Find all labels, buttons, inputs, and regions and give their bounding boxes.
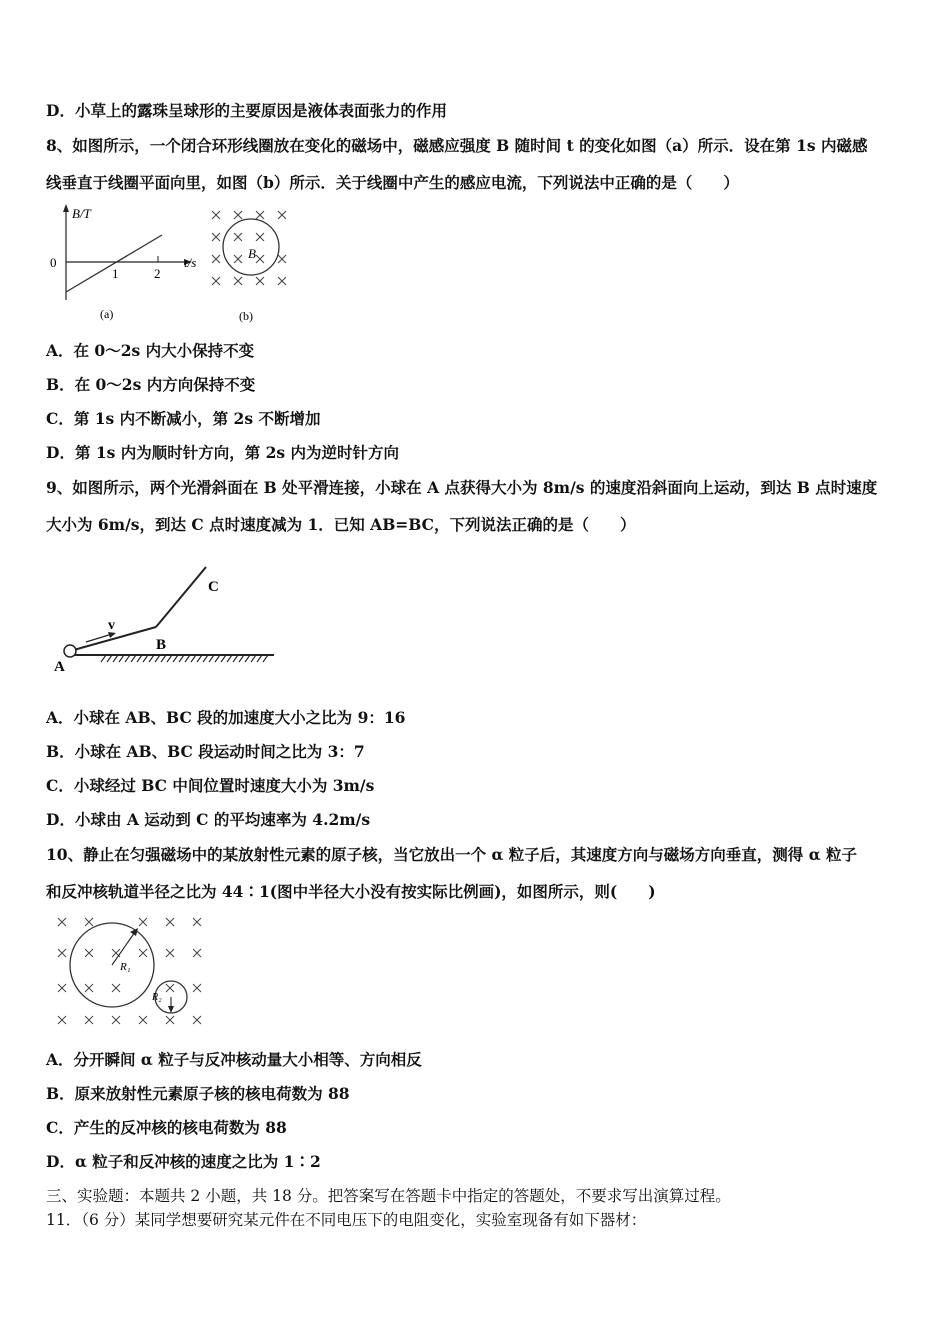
- ground-hatch: [215, 655, 220, 662]
- ground-hatch: [263, 655, 268, 662]
- q10-stem-line1: 10、静止在匀强磁场中的某放射性元素的原子核，当它放出一个 α 粒子后，其速度方向与磁场方向垂直，测得 α 粒子: [46, 845, 858, 864]
- ground-hatch: [173, 655, 178, 662]
- ground-hatch: [167, 655, 172, 662]
- q8-figure-b-coil: [206, 205, 306, 325]
- ground-hatch: [101, 655, 106, 662]
- q7-option-d: D．小草上的露珠呈球形的主要原因是液体表面张力的作用: [46, 101, 447, 120]
- q9-label-v: v: [108, 618, 115, 633]
- q8-stem-line2: 线垂直于线圈平面向里，如图（b）所示．关于线圈中产生的感应电流，下列说法中正确的是（ ）: [46, 173, 739, 192]
- ground-hatch: [119, 655, 124, 662]
- q8-a-xlabel: t/s: [184, 255, 197, 270]
- q11-stem: 11．（6 分）某同学想要研究某元件在不同电压下的电阻变化，实验室现备有如下器材：: [46, 1211, 647, 1229]
- q10-option-c: C．产生的反冲核的核电荷数为 88: [46, 1118, 287, 1137]
- q9-stem-line2: 大小为 6m/s，到达 C 点时速度减为 1．已知 AB=BC，下列说法正确的是（ ）: [46, 515, 636, 534]
- ground-hatch: [107, 655, 112, 662]
- q9-label-b: B: [156, 637, 167, 653]
- q9-option-d: D．小球由 A 运动到 C 的平均速率为 4.2m/s: [46, 810, 371, 829]
- ground-hatch: [221, 655, 226, 662]
- q8-a-origin: 0: [50, 255, 57, 270]
- q10-option-d: D．α 粒子和反冲核的速度之比为 1∶2: [46, 1152, 321, 1171]
- q8-b-label: B: [248, 246, 256, 261]
- q10-figure-tracks: [50, 910, 215, 1030]
- q10-label-r1: R₁: [120, 961, 131, 973]
- q8-stem-line1: 8、如图所示，一个闭合环形线圈放在变化的磁场中，磁感应强度 B 随时间 t 的变化如图（a）所示．设在第 1s 内磁感: [46, 136, 868, 155]
- ground-hatch: [149, 655, 154, 662]
- q10-label-r2: R₂: [152, 992, 162, 1003]
- q9-figure-incline: [46, 555, 281, 680]
- ground-hatch: [257, 655, 262, 662]
- ground-hatch: [245, 655, 250, 662]
- ground-hatch: [233, 655, 238, 662]
- q10-stem-line2: 和反冲核轨道半径之比为 44∶1(图中半径大小没有按实际比例画)，如图所示，则( ): [46, 882, 656, 901]
- ground-hatch: [161, 655, 166, 662]
- ground-hatch: [143, 655, 148, 662]
- q8-a-ylabel: B/T: [72, 206, 91, 221]
- ground-hatch: [209, 655, 214, 662]
- q10-option-a: A．分开瞬间 α 粒子与反冲核动量大小相等、方向相反: [46, 1050, 422, 1069]
- ground-hatch: [227, 655, 232, 662]
- ground-hatch: [203, 655, 208, 662]
- ground-hatch: [131, 655, 136, 662]
- q8-option-b: B．在 0～2s 内方向保持不变: [46, 375, 256, 394]
- q8-option-d: D．第 1s 内为顺时针方向，第 2s 内为逆时针方向: [46, 443, 400, 462]
- q8-option-c: C．第 1s 内不断减小，第 2s 不断增加: [46, 409, 321, 428]
- q9-option-b: B．小球在 AB、BC 段运动时间之比为 3：7: [46, 742, 365, 761]
- ground-hatch: [137, 655, 142, 662]
- q9-option-a: A．小球在 AB、BC 段的加速度大小之比为 9：16: [46, 708, 406, 727]
- q9-option-c: C．小球经过 BC 中间位置时速度大小为 3m/s: [46, 776, 375, 795]
- ground-hatch: [179, 655, 184, 662]
- q8-figure-a-graph: [46, 200, 216, 325]
- ground-hatch: [125, 655, 130, 662]
- ground-hatch: [185, 655, 190, 662]
- q8-a-caption: (a): [100, 307, 114, 321]
- q9-stem-line1: 9、如图所示，两个光滑斜面在 B 处平滑连接，小球在 A 点获得大小为 8m/s 的速度沿斜面向上运动，到达 B 点时速度: [46, 478, 878, 497]
- ground-hatch: [191, 655, 196, 662]
- q10-option-b: B．原来放射性元素原子核的核电荷数为 88: [46, 1084, 350, 1103]
- q8-a-tick1: 1: [112, 266, 119, 281]
- section-3-heading: 三、实验题：本题共 2 小题，共 18 分。把答案写在答题卡中指定的答题处，不要求写出演算过程。: [46, 1187, 731, 1205]
- ground-hatch: [251, 655, 256, 662]
- q8-b-caption: (b): [239, 309, 253, 323]
- ground-hatch: [113, 655, 118, 662]
- ground-hatch: [239, 655, 244, 662]
- q8-option-a: A．在 0～2s 内大小保持不变: [46, 341, 255, 360]
- ground-hatch: [155, 655, 160, 662]
- ground-hatch: [197, 655, 202, 662]
- q9-label-c: C: [208, 579, 219, 595]
- q8-a-tick2: 2: [154, 266, 161, 281]
- q9-label-a: A: [54, 659, 65, 675]
